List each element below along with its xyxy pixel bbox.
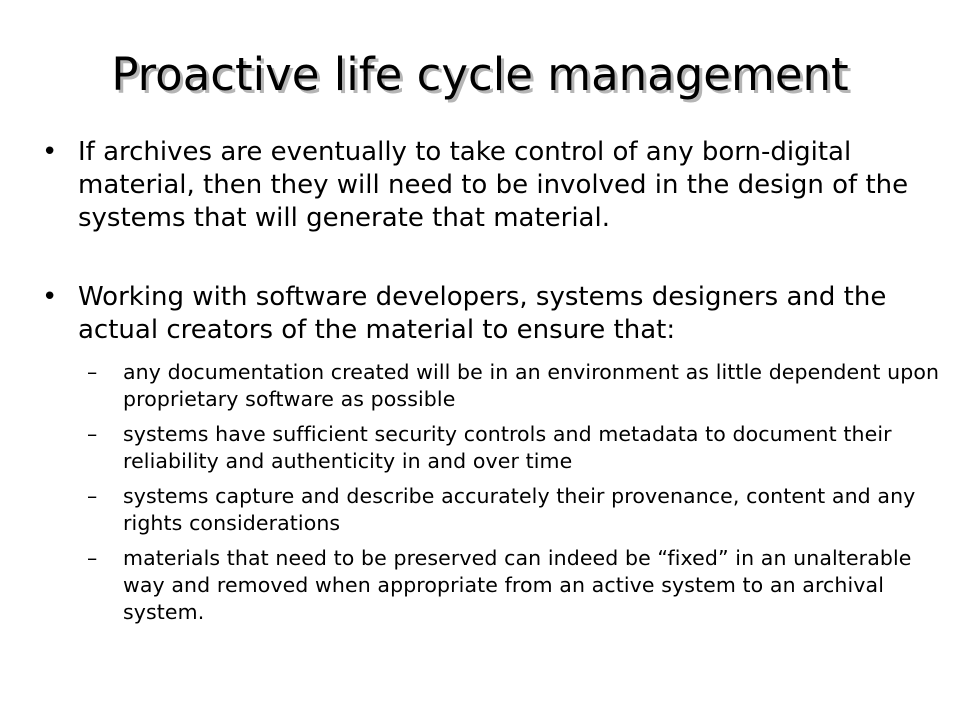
sub-bullet-text: any documentation created will be in an environment as little dependent upon proprietary software as possible [123, 360, 940, 411]
sub-bullet-marker: – [87, 360, 98, 384]
sub-bullet-marker: – [87, 484, 98, 508]
bullet-marker: • [42, 137, 58, 167]
sub-bullet-item [80, 483, 947, 537]
sub-bullet-marker: – [87, 546, 98, 570]
sub-bullet-item [80, 421, 947, 475]
sub-bullet-text: systems capture and describe accurately their provenance, content and any rights considerations [123, 484, 916, 535]
sub-bullet-text: materials that need to be preserved can indeed be “fixed” in an unalterable way and removed when appropriate from an active system to an archival system. [123, 546, 912, 624]
slide-title: Proactive life cycle management [111, 48, 849, 101]
sub-bullet-list [80, 359, 947, 626]
bullet-marker: • [42, 282, 58, 312]
sub-bullet-item [80, 545, 947, 626]
sub-bullet-marker: – [87, 422, 98, 446]
bullet-text: Working with software developers, systems designers and the actual creators of the material to ensure that: [78, 282, 887, 345]
sub-bullet-item [80, 359, 947, 413]
bullet-item [42, 136, 947, 235]
bullet-text: If archives are eventually to take control of any born-digital material, then they will need to be involved in the design of the systems that will generate that material. [78, 137, 909, 233]
bullet-list [42, 136, 947, 626]
bullet-item [42, 281, 947, 626]
sub-bullet-text: systems have sufficient security controls and metadata to document their reliability and authenticity in and over time [123, 422, 892, 473]
